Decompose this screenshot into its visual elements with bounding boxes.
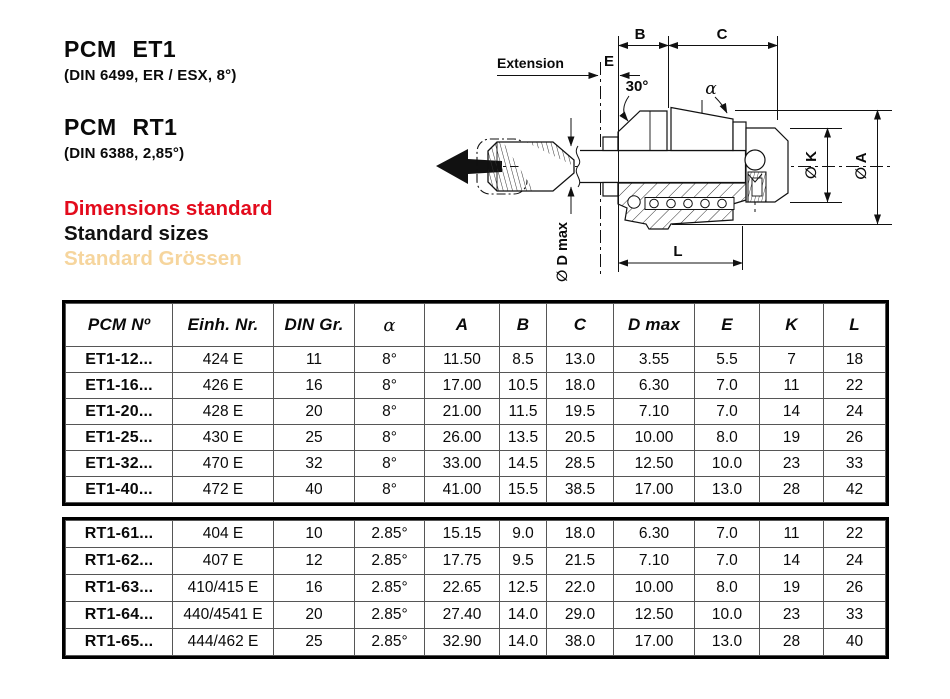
- table-cell: 7: [760, 347, 824, 373]
- table-cell: 17.00: [614, 477, 695, 503]
- table-cell: 430 E: [173, 425, 274, 451]
- column-header: α: [355, 304, 425, 347]
- table-cell: 28: [760, 629, 824, 656]
- table-cell: 407 E: [173, 548, 274, 575]
- table-cell: 22: [824, 521, 886, 548]
- table-cell: 11: [760, 521, 824, 548]
- table-cell: 8°: [355, 425, 425, 451]
- extension-label: Extension: [497, 55, 564, 71]
- table-cell: 21.00: [425, 399, 500, 425]
- table-cell: 470 E: [173, 451, 274, 477]
- table-cell: ET1-12...: [66, 347, 173, 373]
- column-header: K: [760, 304, 824, 347]
- table-cell: 7.0: [695, 373, 760, 399]
- column-header: E: [695, 304, 760, 347]
- table-cell: RT1-63...: [66, 575, 173, 602]
- table-cell: 13.5: [500, 425, 547, 451]
- table-cell: ET1-32...: [66, 451, 173, 477]
- rt1-table: [65, 520, 886, 656]
- table-cell: 12: [274, 548, 355, 575]
- table-cell: 11: [760, 373, 824, 399]
- table-cell: ET1-25...: [66, 425, 173, 451]
- table-row: [66, 399, 886, 425]
- dim-label-dia-a: ∅ A: [853, 152, 870, 180]
- section-headings: [64, 196, 272, 271]
- table-cell: 10.00: [614, 425, 695, 451]
- table-cell: 8.0: [695, 425, 760, 451]
- table-row: [66, 425, 886, 451]
- table-cell: 13.0: [695, 629, 760, 656]
- table-cell: 7.0: [695, 548, 760, 575]
- table-cell: 28.5: [547, 451, 614, 477]
- table-cell: 17.00: [614, 629, 695, 656]
- table-cell: 8°: [355, 399, 425, 425]
- alpha-label: α: [705, 79, 717, 99]
- table-cell: 16: [274, 373, 355, 399]
- table-cell: 8.5: [500, 347, 547, 373]
- heading-standard-groessen: Standard Grössen: [64, 247, 242, 270]
- dim-label-l: L: [673, 243, 683, 260]
- table-cell: 26: [824, 425, 886, 451]
- table-cell: 20.5: [547, 425, 614, 451]
- table-cell: 10.00: [614, 575, 695, 602]
- table-cell: 25: [274, 425, 355, 451]
- table-cell: ET1-40...: [66, 477, 173, 503]
- table-cell: 33: [824, 451, 886, 477]
- table-row: [66, 477, 886, 503]
- table-cell: 6.30: [614, 373, 695, 399]
- table-cell: 23: [760, 602, 824, 629]
- table-cell: 22: [824, 373, 886, 399]
- table-row: [66, 602, 886, 629]
- table-cell: 19.5: [547, 399, 614, 425]
- table-cell: 26.00: [425, 425, 500, 451]
- table-cell: 14.0: [500, 629, 547, 656]
- table-cell: 8.0: [695, 575, 760, 602]
- column-header: C: [547, 304, 614, 347]
- drill-bit: [477, 139, 574, 194]
- table-cell: 11.50: [425, 347, 500, 373]
- table-row: [66, 575, 886, 602]
- heading-dimensions-standard: Dimensions standard: [64, 197, 273, 220]
- table-cell: 38.0: [547, 629, 614, 656]
- heading-standard-sizes: Standard sizes: [64, 222, 209, 245]
- table-cell: 24: [824, 399, 886, 425]
- table-cell: RT1-64...: [66, 602, 173, 629]
- table-row: [66, 451, 886, 477]
- table-cell: 17.75: [425, 548, 500, 575]
- column-header: L: [824, 304, 886, 347]
- table-cell: 18.0: [547, 373, 614, 399]
- product-title-rt1: PCM RT1: [64, 114, 178, 140]
- table-cell: 28: [760, 477, 824, 503]
- table-cell: 29.0: [547, 602, 614, 629]
- table-cell: 10.0: [695, 602, 760, 629]
- table-cell: 20: [274, 399, 355, 425]
- et1-table: [65, 303, 886, 503]
- table-cell: 18.0: [547, 521, 614, 548]
- table-cell: 410/415 E: [173, 575, 274, 602]
- table-cell: 14.5: [500, 451, 547, 477]
- angle-30-label: 30°: [625, 78, 649, 95]
- column-header: A: [425, 304, 500, 347]
- column-header: DIN Gr.: [274, 304, 355, 347]
- table-cell: 2.85°: [355, 548, 425, 575]
- dim-label-b: B: [634, 26, 646, 43]
- column-header: PCM Nº: [66, 304, 173, 347]
- table-cell: 32.90: [425, 629, 500, 656]
- rt1-table-body: [66, 521, 886, 656]
- table-cell: 41.00: [425, 477, 500, 503]
- table-cell: 5.5: [695, 347, 760, 373]
- table-row: [66, 629, 886, 656]
- table-cell: 12.50: [614, 451, 695, 477]
- table-cell: 2.85°: [355, 575, 425, 602]
- table-cell: 8°: [355, 373, 425, 399]
- table-cell: 21.5: [547, 548, 614, 575]
- table-cell: RT1-65...: [66, 629, 173, 656]
- table-cell: 7.10: [614, 548, 695, 575]
- table-cell: 15.15: [425, 521, 500, 548]
- dim-label-dia-k: ∅ K: [803, 151, 820, 179]
- table-cell: 19: [760, 575, 824, 602]
- table-cell: 444/462 E: [173, 629, 274, 656]
- table-cell: 16: [274, 575, 355, 602]
- table-cell: 2.85°: [355, 602, 425, 629]
- rt1-table-frame: [62, 517, 889, 659]
- product-subtitle-rt1: (DIN 6388, 2,85°): [64, 145, 185, 162]
- table-cell: 472 E: [173, 477, 274, 503]
- table-cell: 14: [760, 399, 824, 425]
- table-cell: 17.00: [425, 373, 500, 399]
- table-cell: 12.50: [614, 602, 695, 629]
- table-cell: 8°: [355, 451, 425, 477]
- table-cell: ET1-20...: [66, 399, 173, 425]
- table-cell: 32: [274, 451, 355, 477]
- table-cell: 20: [274, 602, 355, 629]
- et1-table-frame: [62, 300, 889, 506]
- table-cell: 3.55: [614, 347, 695, 373]
- table-cell: 7.0: [695, 399, 760, 425]
- table-cell: 24: [824, 548, 886, 575]
- table-cell: 13.0: [547, 347, 614, 373]
- product-subtitle-et1: (DIN 6499, ER / ESX, 8°): [64, 67, 237, 84]
- table-cell: 7.10: [614, 399, 695, 425]
- table-cell: 23: [760, 451, 824, 477]
- table-cell: 440/4541 E: [173, 602, 274, 629]
- table-cell: 13.0: [695, 477, 760, 503]
- column-header: B: [500, 304, 547, 347]
- table-cell: 7.0: [695, 521, 760, 548]
- table-cell: 10: [274, 521, 355, 548]
- table-cell: 424 E: [173, 347, 274, 373]
- table-cell: ET1-16...: [66, 373, 173, 399]
- table-cell: 14.0: [500, 602, 547, 629]
- table-cell: 11.5: [500, 399, 547, 425]
- table-cell: 18: [824, 347, 886, 373]
- column-header: Einh. Nr.: [173, 304, 274, 347]
- table-row: [66, 548, 886, 575]
- table-cell: RT1-62...: [66, 548, 173, 575]
- table-cell: 15.5: [500, 477, 547, 503]
- table-cell: RT1-61...: [66, 521, 173, 548]
- dim-label-c: C: [716, 26, 728, 43]
- table-cell: 9.5: [500, 548, 547, 575]
- tool-shank: [576, 146, 745, 187]
- table-cell: 8°: [355, 347, 425, 373]
- table-cell: 428 E: [173, 399, 274, 425]
- table-row: [66, 373, 886, 399]
- table-cell: 8°: [355, 477, 425, 503]
- table-cell: 38.5: [547, 477, 614, 503]
- table-cell: 6.30: [614, 521, 695, 548]
- table-cell: 14: [760, 548, 824, 575]
- table-cell: 22.65: [425, 575, 500, 602]
- table-cell: 11: [274, 347, 355, 373]
- table-cell: 10.0: [695, 451, 760, 477]
- table-cell: 40: [824, 629, 886, 656]
- table-cell: 40: [274, 477, 355, 503]
- table-cell: 12.5: [500, 575, 547, 602]
- table-row: [66, 347, 886, 373]
- table-cell: 2.85°: [355, 521, 425, 548]
- dim-label-e: E: [603, 53, 615, 70]
- product-title-et1: PCM ET1: [64, 36, 177, 62]
- table-cell: 22.0: [547, 575, 614, 602]
- dim-label-dia-dmax: ∅ D max: [555, 222, 571, 282]
- table-cell: 25: [274, 629, 355, 656]
- table-cell: 33: [824, 602, 886, 629]
- table-cell: 404 E: [173, 521, 274, 548]
- technical-drawing: [430, 0, 950, 292]
- table-cell: 27.40: [425, 602, 500, 629]
- table-cell: 2.85°: [355, 629, 425, 656]
- table-cell: 9.0: [500, 521, 547, 548]
- table-header-row: [66, 304, 886, 347]
- table-cell: 33.00: [425, 451, 500, 477]
- table-row: [66, 521, 886, 548]
- table-cell: 10.5: [500, 373, 547, 399]
- table-cell: 19: [760, 425, 824, 451]
- table-cell: 26: [824, 575, 886, 602]
- column-header: D max: [614, 304, 695, 347]
- et1-table-body: [66, 347, 886, 503]
- table-cell: 426 E: [173, 373, 274, 399]
- table-cell: 42: [824, 477, 886, 503]
